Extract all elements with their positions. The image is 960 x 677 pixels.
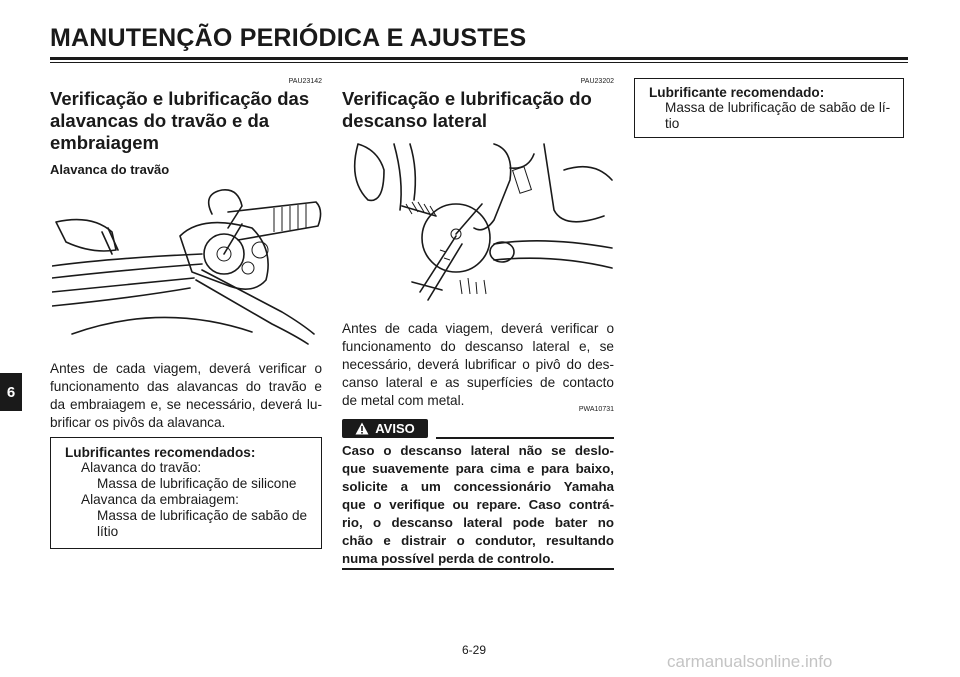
- warning-line: que suavemente para cima e para baixo,: [342, 461, 614, 476]
- title-line: alavancas do travão e da: [50, 110, 270, 131]
- sidestand-lubricant: tio: [665, 116, 680, 131]
- clutch-lever-lubricant: lítio: [97, 524, 119, 539]
- warning-line: chão e distrair o condutor, resultando: [342, 533, 614, 548]
- lubricant-box-right: [634, 78, 904, 138]
- lubricant-box-title: Lubrificante recomendado:: [649, 85, 825, 100]
- lubricants-box-title: Lubrificantes recomendados:: [65, 445, 256, 460]
- warning-label: AVISO: [375, 421, 415, 436]
- brake-lever-label: Alavanca do travão:: [81, 460, 202, 475]
- header-rule-thick: [50, 57, 908, 60]
- section-title-left: [50, 88, 309, 154]
- page-header-title: MANUTENÇÃO PERIÓDICA E AJUSTES: [50, 24, 527, 52]
- paragraph-sidestand: [342, 320, 614, 410]
- warning-line: numa possível perda de controlo.: [342, 551, 555, 566]
- clutch-lever-label: Alavanca da embraiagem:: [81, 492, 239, 507]
- paragraph-line: brificar os pivôs da alavanca.: [50, 415, 226, 430]
- lubricants-box-left: [50, 437, 322, 549]
- warning-code: PWA10731: [578, 406, 614, 413]
- chapter-tab: 6: [0, 373, 22, 411]
- warning-line: Caso o descanso lateral não se deslo-: [342, 443, 614, 458]
- warning-bottom-rule: [342, 568, 614, 570]
- paragraph-line: canso lateral e as superfícies de contacto: [342, 375, 614, 390]
- title-line: Verificação e lubrificação do: [342, 88, 592, 109]
- paragraph-line: Antes de cada viagem, deverá verificar o: [50, 361, 322, 376]
- warning-line: solicite a um concessionário Yamaha: [342, 479, 614, 494]
- section-title-middle: [342, 88, 592, 132]
- warning-text: [342, 442, 614, 568]
- brake-lever-illustration: [52, 184, 324, 348]
- title-line: descanso lateral: [342, 110, 487, 131]
- sidestand-lubricant: Massa de lubrificação de sabão de lí-: [665, 100, 891, 115]
- warning-line: que o verifique ou repare. Caso contrá-: [342, 497, 614, 512]
- paragraph-line: necessário, deverá lubrificar o pivô do des-: [342, 357, 614, 372]
- paragraph-line: funcionamento do descanso lateral e, se: [342, 339, 614, 354]
- warning-badge: [342, 419, 428, 438]
- warning-triangle-icon: [355, 422, 369, 435]
- clutch-lever-lubricant: Massa de lubrificação de sabão de: [97, 508, 308, 523]
- paragraph-brake: [50, 360, 322, 432]
- title-line: Verificação e lubrificação das: [50, 88, 310, 109]
- subsection-title-brake: Alavanca do travão: [50, 162, 170, 177]
- title-line: embraiagem: [50, 132, 159, 153]
- watermark: carmanualsonline.info: [667, 652, 833, 671]
- sidestand-illustration: [344, 140, 614, 308]
- page-number: 6-29: [462, 643, 487, 657]
- warning-line: rio, o descanso lateral pode bater no: [342, 515, 614, 530]
- paragraph-line: Antes de cada viagem, deverá verificar o: [342, 321, 614, 336]
- paragraph-line: da embraiagem e, se necessário, deverá lu-: [50, 397, 322, 412]
- section-code-middle: PAU23202: [580, 78, 614, 85]
- header-rule-thin: [50, 62, 908, 63]
- paragraph-line: funcionamento das alavancas do travão e: [50, 379, 322, 394]
- section-code-left: PAU23142: [288, 78, 322, 85]
- paragraph-line: de metal com metal.: [342, 393, 465, 408]
- warning-rule: [436, 437, 614, 439]
- brake-lever-lubricant: Massa de lubrificação de silicone: [97, 476, 297, 491]
